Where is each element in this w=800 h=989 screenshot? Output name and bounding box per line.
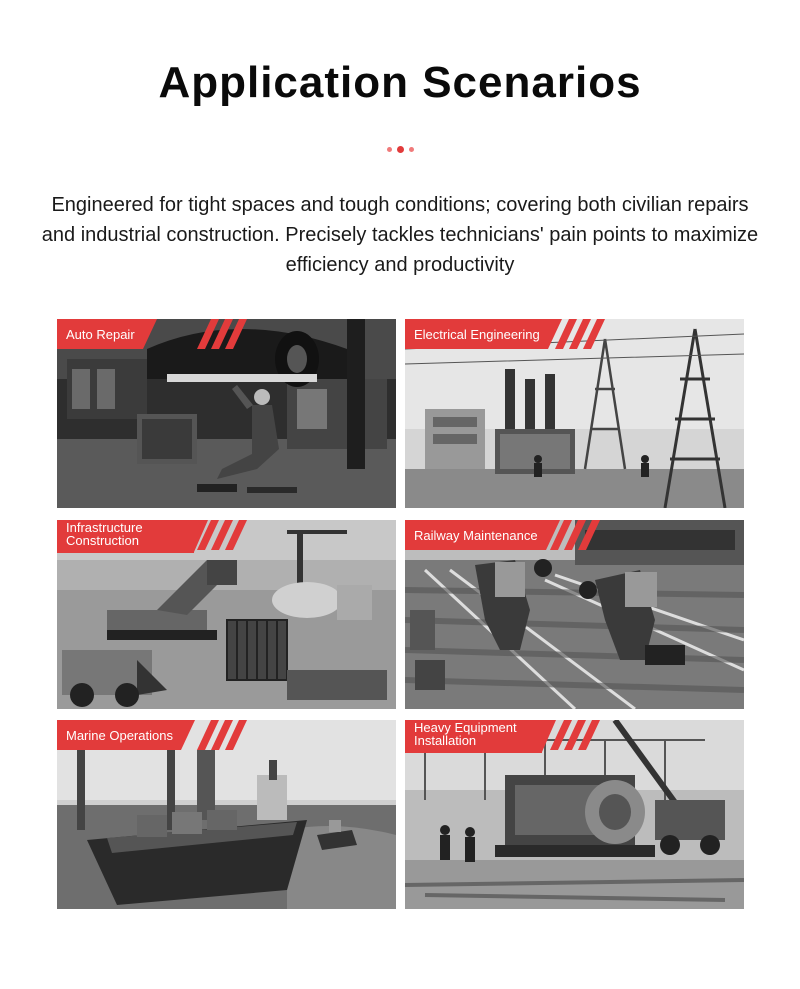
red-stripes-decoration: [197, 319, 257, 349]
scenario-tag: [405, 319, 562, 349]
dot-icon: [409, 147, 414, 152]
scenario-tag: [405, 520, 560, 550]
scenario-tag: [57, 720, 195, 750]
red-stripes-decoration: [555, 319, 615, 349]
scenario-tag: [57, 319, 157, 349]
scenario-card-auto-repair: [57, 319, 396, 508]
red-stripes-decoration: [550, 520, 610, 550]
scenario-card-infrastructure-construction: [57, 520, 396, 709]
scenario-label: Marine Operations: [57, 720, 181, 750]
scenario-card-heavy-equipment-installation: [405, 720, 744, 909]
red-stripes-decoration: [550, 720, 610, 750]
scenario-label: Railway Maintenance: [405, 520, 546, 550]
scenario-label: Auto Repair: [57, 319, 143, 349]
tag-tail-shape: [181, 720, 195, 750]
red-stripes-decoration: [197, 520, 257, 550]
page-title: Application Scenarios: [158, 58, 642, 107]
scenario-card-railway-maintenance: [405, 520, 744, 709]
scenario-label: Electrical Engineering: [405, 319, 548, 349]
decorative-dots: [0, 146, 800, 153]
dot-icon: [387, 147, 392, 152]
scenario-label: Heavy Equipment Installation: [405, 720, 542, 753]
scenario-tag: [57, 520, 208, 552]
scenario-card-electrical-engineering: [405, 319, 744, 508]
scenario-card-marine-operations: [57, 720, 396, 909]
scenario-label: Infrastructure Construction: [57, 520, 194, 553]
scenario-tag: [405, 720, 556, 752]
dot-icon: [397, 146, 404, 153]
tag-tail-shape: [143, 319, 157, 349]
page-description: Engineered for tight spaces and tough conditions; covering both civilian repairs and industrial construction. Precisely tackles technicians' pain points to maximize efficiency and productivity: [41, 194, 759, 276]
red-stripes-decoration: [197, 720, 257, 750]
